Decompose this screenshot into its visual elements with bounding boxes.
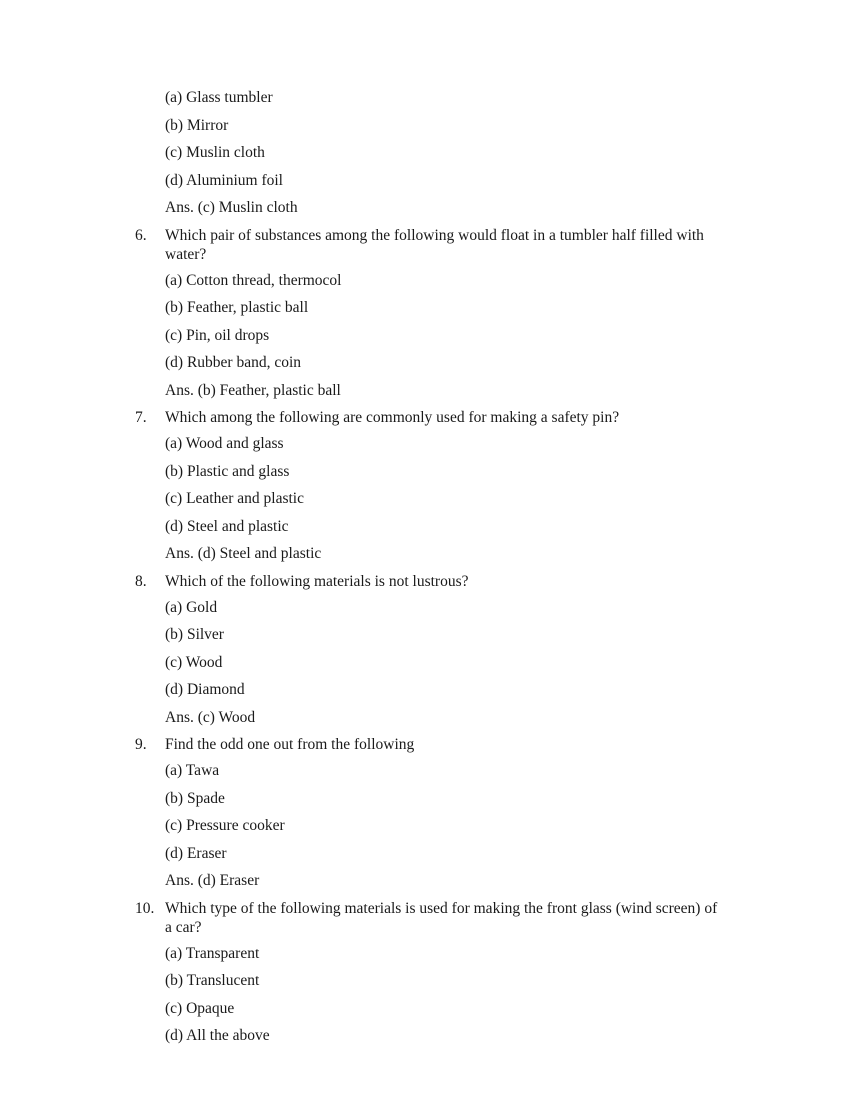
- option: (c) Muslin cloth: [165, 144, 265, 161]
- option: (b) Spade: [165, 789, 225, 807]
- answer: Ans. (d) Steel and plastic: [165, 545, 322, 562]
- option: (a) Tawa: [165, 762, 220, 779]
- answer: Ans. (c) Muslin cloth: [165, 199, 298, 216]
- option: (d) Diamond: [165, 681, 245, 698]
- option: (a) Gold: [165, 598, 218, 616]
- option: (d) Aluminium foil: [165, 171, 283, 189]
- option: (d) Eraser: [165, 844, 227, 862]
- answer: Ans. (d) Eraser: [165, 872, 260, 889]
- question-text: Find the odd one out from the following: [165, 736, 415, 753]
- question-9: [0, 735, 850, 890]
- question-text: Which type of the following materials is used for making the front glass (wind screen) of a car?: [165, 899, 718, 936]
- question-text: Which of the following materials is not lustrous?: [165, 572, 469, 590]
- option: (d) Rubber band, coin: [165, 354, 302, 371]
- question-stem: [0, 408, 720, 427]
- question-8: [0, 572, 850, 727]
- question-7: [0, 408, 850, 563]
- question-stem: [0, 226, 720, 264]
- question-stem: [0, 899, 720, 937]
- option: (d) Steel and plastic: [165, 517, 289, 535]
- question-text: Which among the following are commonly used for making a safety pin?: [165, 409, 620, 426]
- question-stem: [0, 735, 720, 754]
- option: (b) Silver: [165, 626, 224, 643]
- question-number: 10.: [135, 899, 155, 917]
- question-10: [0, 899, 850, 1046]
- option: (c) Opaque: [165, 999, 235, 1017]
- question-number: 9.: [135, 736, 147, 753]
- option: (b) Feather, plastic ball: [165, 299, 309, 316]
- option: (b) Plastic and glass: [165, 462, 290, 480]
- question-6: [0, 226, 850, 400]
- question-text: Which pair of substances among the following would float in a tumbler half filled with water?: [165, 226, 704, 263]
- question-number: 6.: [135, 226, 147, 244]
- answer: Ans. (c) Wood: [165, 708, 256, 726]
- option: (d) All the above: [165, 1027, 270, 1044]
- option: (a) Glass tumbler: [165, 89, 273, 106]
- question-number: 7.: [135, 409, 147, 426]
- option: (c) Wood: [165, 653, 223, 671]
- question-number: 8.: [135, 572, 147, 590]
- option: (a) Transparent: [165, 944, 260, 962]
- option: (c) Pressure cooker: [165, 817, 285, 834]
- option: (c) Leather and plastic: [165, 490, 304, 507]
- option: (a) Cotton thread, thermocol: [165, 271, 342, 289]
- option: (b) Translucent: [165, 972, 260, 989]
- continuation-block: [0, 88, 850, 217]
- option: (a) Wood and glass: [165, 435, 284, 452]
- answer: Ans. (b) Feather, plastic ball: [165, 381, 341, 399]
- option: (b) Mirror: [165, 116, 229, 134]
- question-stem: [0, 572, 720, 591]
- option: (c) Pin, oil drops: [165, 326, 270, 344]
